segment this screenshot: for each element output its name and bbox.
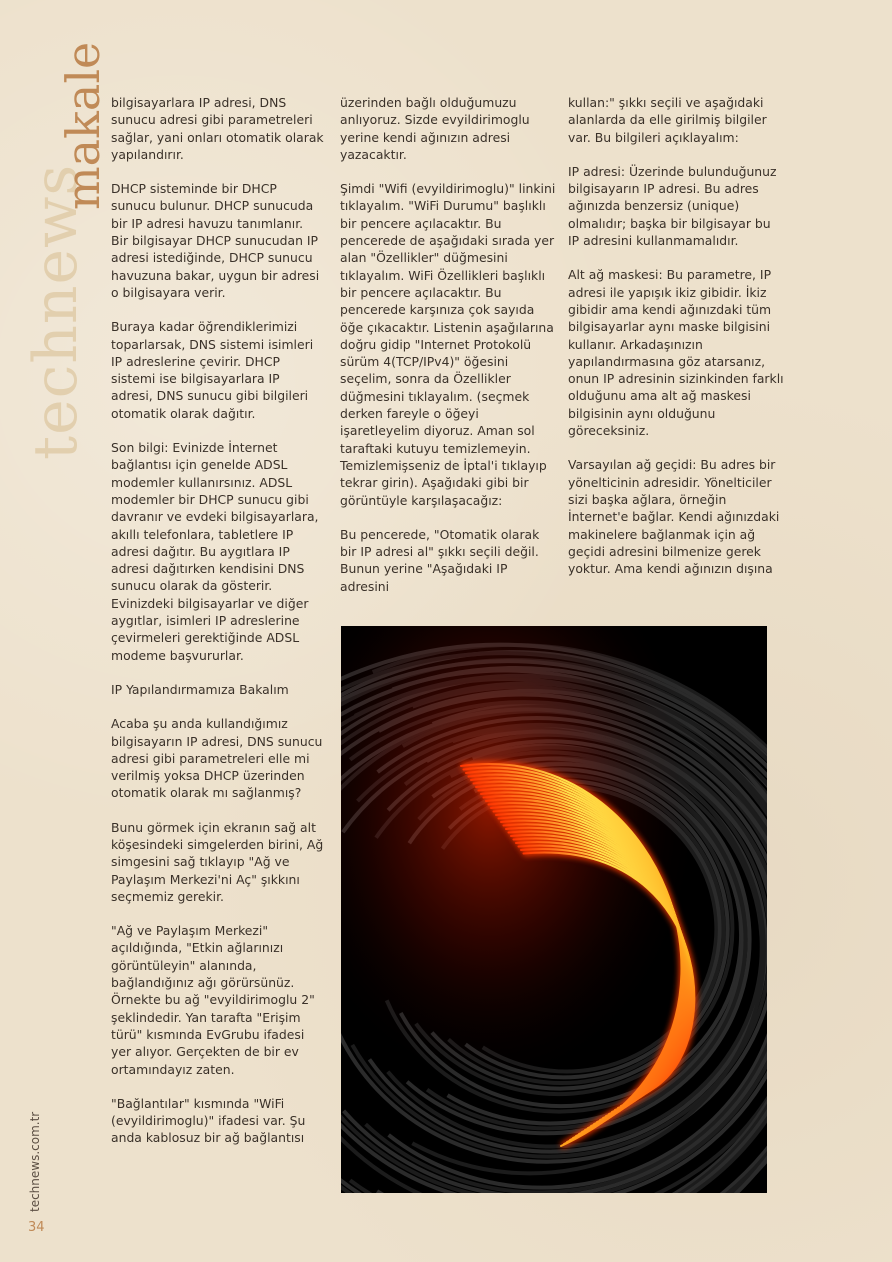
section-heading: IP Yapılandırmamıza Bakalım [111,681,289,697]
article-column-3 [568,94,784,594]
paragraph: "Bağlantılar" kısmında "WiFi (evyildirimoglu)" ifadesi var. Şu anda kablosuz bir ağ bağlantısı [111,1095,306,1146]
brand-technews: technews [21,163,91,460]
fiber-optic-photo [341,626,767,1193]
paragraph: "Ağ ve Paylaşım Merkezi" açıldığında, "Etkin ağlarınızı görüntüleyin" alanında, bağlandığınız ağı görürsünüz. Örnekte bu ağ "evyildirimoglu 2" şeklindedir. Yan tarafta "Erişim türü" kısmında EvGrubu ifadesi yer alıyor. Gerçekten de bir ev ortamındayız zaten. [111,923,315,1077]
paragraph: Alt ağ maskesi: Bu parametre, IP adresi ile yapışık ikiz gibidir. İkiz gibidir ama kendi ağınızdaki tüm bilgisayarlar aynı maske bilgisini kullanır. Arkadaşınızın yapılandırmasına göz atarsanız, onun IP adresinin sizinkinden farklı olduğunu ama alt ağ maskesi bilgisinin aynı olduğunu göreceksiniz. [568,267,784,439]
paragraph: Varsayılan ağ geçidi: Bu adres bir yönelticinin adresidir. Yönelticiler sizi başka ağlara, örneğin İnternet'e bağlar. Kendi ağınızdaki makinelere bağlanmak için ağ geçidi adresini bilmenize gerek yoktur. Ama kendi ağınızın dışına [568,457,780,577]
article-column-2 [340,94,556,612]
paragraph: kullan:" şıkkı seçili ve aşağıdaki alanlarda da elle girilmiş bilgiler var. Bu bilgileri açıklayalım: [568,95,767,145]
article-column-1 [111,94,324,1164]
red-glow [341,626,767,1193]
paragraph: Şimdi "Wifi (evyildirimoglu)" linkini tıklayalım. "WiFi Durumu" başlıklı bir pencere açılacaktır. Bu pencerede de aşağıdaki sırada yer alan "Özellikler" düğmesini tıklayalım. WiFi Özellikleri başlıklı bir pencere açılacaktır. Bu pencerede karşınıza çok sayıda öğe çıkacaktır. Listenin aşağılarına doğru gidip "Internet Protokolü sürüm 4(TCP/IPv4)" öğesini seçelim, sonra da Özellikler düğmesini tıklayalım. (seçmek derken fareyle o öğeyi işaretleyelim diyoruz. Aman sol taraftaki kutuyu temizlemeyin. Temizlemişseniz de İptal'i tıklayıp tekrar girin). Aşağıdaki gibi bir görüntüyle karşılaşacağız: [340,181,556,508]
brand-makale: makale [56,41,110,210]
paragraph: Bu pencerede, "Otomatik olarak bir IP adresi al" şıkkı seçili değil. Bunun yerine "Aşağıdaki IP adresini [340,526,540,594]
paragraph: üzerinden bağlı olduğumuzu anlıyoruz. Sizde evyildirimoglu yerine kendi ağınızın adresi yazacaktır. [340,95,530,162]
page-number: 34 [28,1220,45,1235]
paragraph: IP adresi: Üzerinde bulunduğunuz bilgisayarın IP adresi. Bu adres ağınızda benzersiz (unique) olmalıdır; başka bir bilgisayar bu IP adresini kullanmamalıdır. [568,163,777,249]
paragraph: Bunu görmek için ekranın sağ alt köşesindeki simgelerden birini, Ağ simgesini sağ tıklayıp "Ağ ve Paylaşım Merkezi'ni Aç" şıkkını seçmemiz gerekir. [111,819,324,904]
paragraph: Son bilgi: Evinizde İnternet bağlantısı için genelde ADSL modemler kullanırsınız. ADSL modemler bir DHCP sunucu gibi davranır ve evdeki bilgisayarlara, akıllı telefonlara, tabletlere IP adresi dağıtır. Bu aygıtlara IP adresi dağıtırken kendisini DNS sunucu olarak da gösterir. Evinizdeki bilgisayarlar ve diğer aygıtlar, isimleri IP adreslerine çevirmeleri gerektiğinde ADSL modeme başvururlar. [111,440,319,663]
fiber-optic-illustration [341,626,767,1193]
site-url: technews.com.tr [28,1111,42,1212]
paragraph: Buraya kadar öğrendiklerimizi toparlarsak, DNS sistemi isimleri IP adreslerine çevirir. DHCP sistemi ise bilgisayarlara IP adresi, DNS sunucu gibi bilgileri otomatik olarak dağıtır. [111,319,314,421]
paragraph: bilgisayarlara IP adresi, DNS sunucu adresi gibi parametreleri sağlar, yani onları otomatik olarak yapılandırır. [111,95,324,162]
paragraph: DHCP sisteminde bir DHCP sunucu bulunur. DHCP sunucuda bir IP adresi havuzu tanımlanır. Bir bilgisayar DHCP sunucudan IP adresi istediğinde, DHCP sunucu havuzuna bakar, uygun bir adresi o bilgisayara verir. [111,181,320,300]
paragraph: Acaba şu anda kullandığımız bilgisayarın IP adresi, DNS sunucu adresi gibi parametreleri elle mi verilmiş yoksa DHCP üzerinden otomatik olarak mı sağlanmış? [111,716,323,801]
